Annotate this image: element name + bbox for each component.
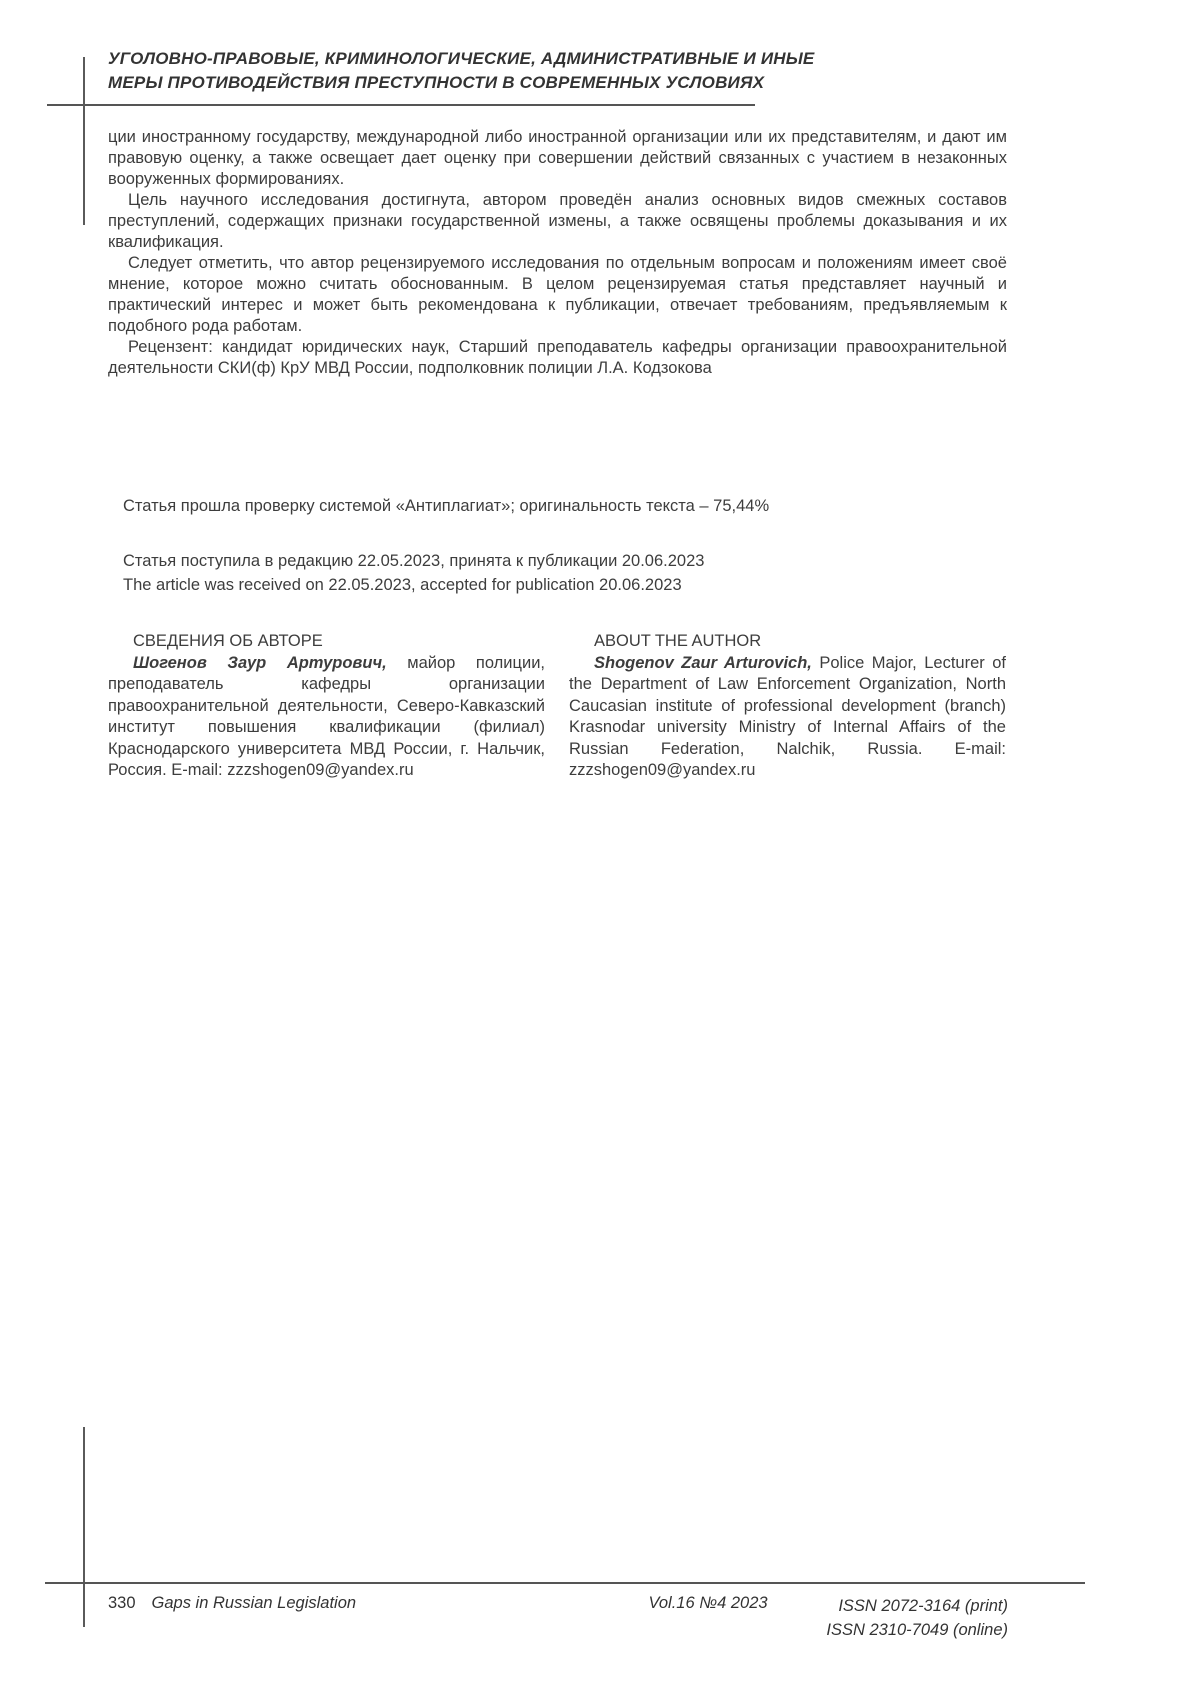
running-head-line2: МЕРЫ ПРОТИВОДЕЙСТВИЯ ПРЕСТУПНОСТИ В СОВРЕМЕННЫХ УСЛОВИЯХ <box>108 73 765 92</box>
footer-rule <box>45 1582 1085 1584</box>
page-footer <box>108 1592 1008 1652</box>
author-section <box>108 631 1007 782</box>
author-heading-en: ABOUT THE AUTHOR <box>594 632 762 650</box>
journal-title: Gaps in Russian Legislation <box>151 1594 357 1612</box>
author-info-ru <box>108 653 545 782</box>
author-name-en: Shogenov Zaur Arturovich, <box>594 653 812 672</box>
author-info-en <box>569 653 1006 782</box>
author-name-ru: Шогенов Заур Артурович, <box>133 653 387 672</box>
paragraph-goal: Цель научного исследования достигнута, автором проведён анализ основных видов смежных составов преступлений, содержащих признаки государственной измены, а также освящены проблемы доказывания и их квалификация. <box>108 191 1007 251</box>
margin-line-bottom <box>83 1427 85 1627</box>
dates-block <box>123 549 1003 597</box>
paragraph-continuation: ции иностранному государству, международной либо иностранной организации или их представителям, и дают им правовую оценку, а также освещает дает оценку при совершении действий связанных с участием в незаконных вооруженных формированиях. <box>108 128 1007 188</box>
author-heading-ru: СВЕДЕНИЯ ОБ АВТОРЕ <box>133 632 323 650</box>
page-number: 330 <box>108 1594 136 1612</box>
author-details-ru: майор полиции, преподаватель кафедры организации правоохранительной деятельности, Северо-Кавказский институт повышения квалификации (филиал) Краснодарского университета МВД России, г. Нальчик, Россия. E-mail: zzzshogen09@yandex.ru <box>108 653 545 779</box>
author-column-en <box>569 631 1006 782</box>
article-body <box>108 127 1007 379</box>
paragraph-reviewer: Рецензент: кандидат юридических наук, Старший преподаватель кафедры организации правоохранительной деятельности СКИ(ф) КрУ МВД России, подполковник полиции Л.А. Кодзокова <box>108 338 1007 377</box>
running-head <box>108 47 888 95</box>
paragraph-opinion: Следует отметить, что автор рецензируемого исследования по отдельным вопросам и положениям имеет своё мнение, которое можно считать обоснованным. В целом рецензируемая статья представляет научный и практический интерес и может быть рекомендована к публикации, отвечает требованиям, предъявляемым к подобного рода работам. <box>108 254 1007 335</box>
issn-block <box>826 1594 1008 1642</box>
header-rule <box>47 104 755 106</box>
volume-issue: Vol.16 №4 2023 <box>648 1594 768 1612</box>
issn-online: ISSN 2310-7049 (online) <box>826 1621 1008 1639</box>
running-head-line1: УГОЛОВНО-ПРАВОВЫЕ, КРИМИНОЛОГИЧЕСКИЕ, АДМИНИСТРАТИВНЫЕ И ИНЫЕ <box>108 49 815 68</box>
plagiarism-note: Статья прошла проверку системой «Антиплагиат»; оригинальность текста – 75,44% <box>123 497 770 515</box>
received-date-en: The article was received on 22.05.2023, accepted for publication 20.06.2023 <box>123 576 682 594</box>
footer-left <box>108 1594 356 1613</box>
received-date-ru: Статья поступила в редакцию 22.05.2023, принята к публикации 20.06.2023 <box>123 552 705 570</box>
author-details-en: Police Major, Lecturer of the Department of Law Enforcement Organization, North Caucasian institute of professional development (branch) Krasnodar university Ministry of Internal Affairs of the Russian Federation, Nalchik, Russia. E-mail: zzzshogen09@yandex.ru <box>569 653 1007 779</box>
issn-print: ISSN 2072-3164 (print) <box>838 1597 1008 1615</box>
author-column-ru <box>108 631 545 782</box>
margin-line-top <box>83 57 85 225</box>
